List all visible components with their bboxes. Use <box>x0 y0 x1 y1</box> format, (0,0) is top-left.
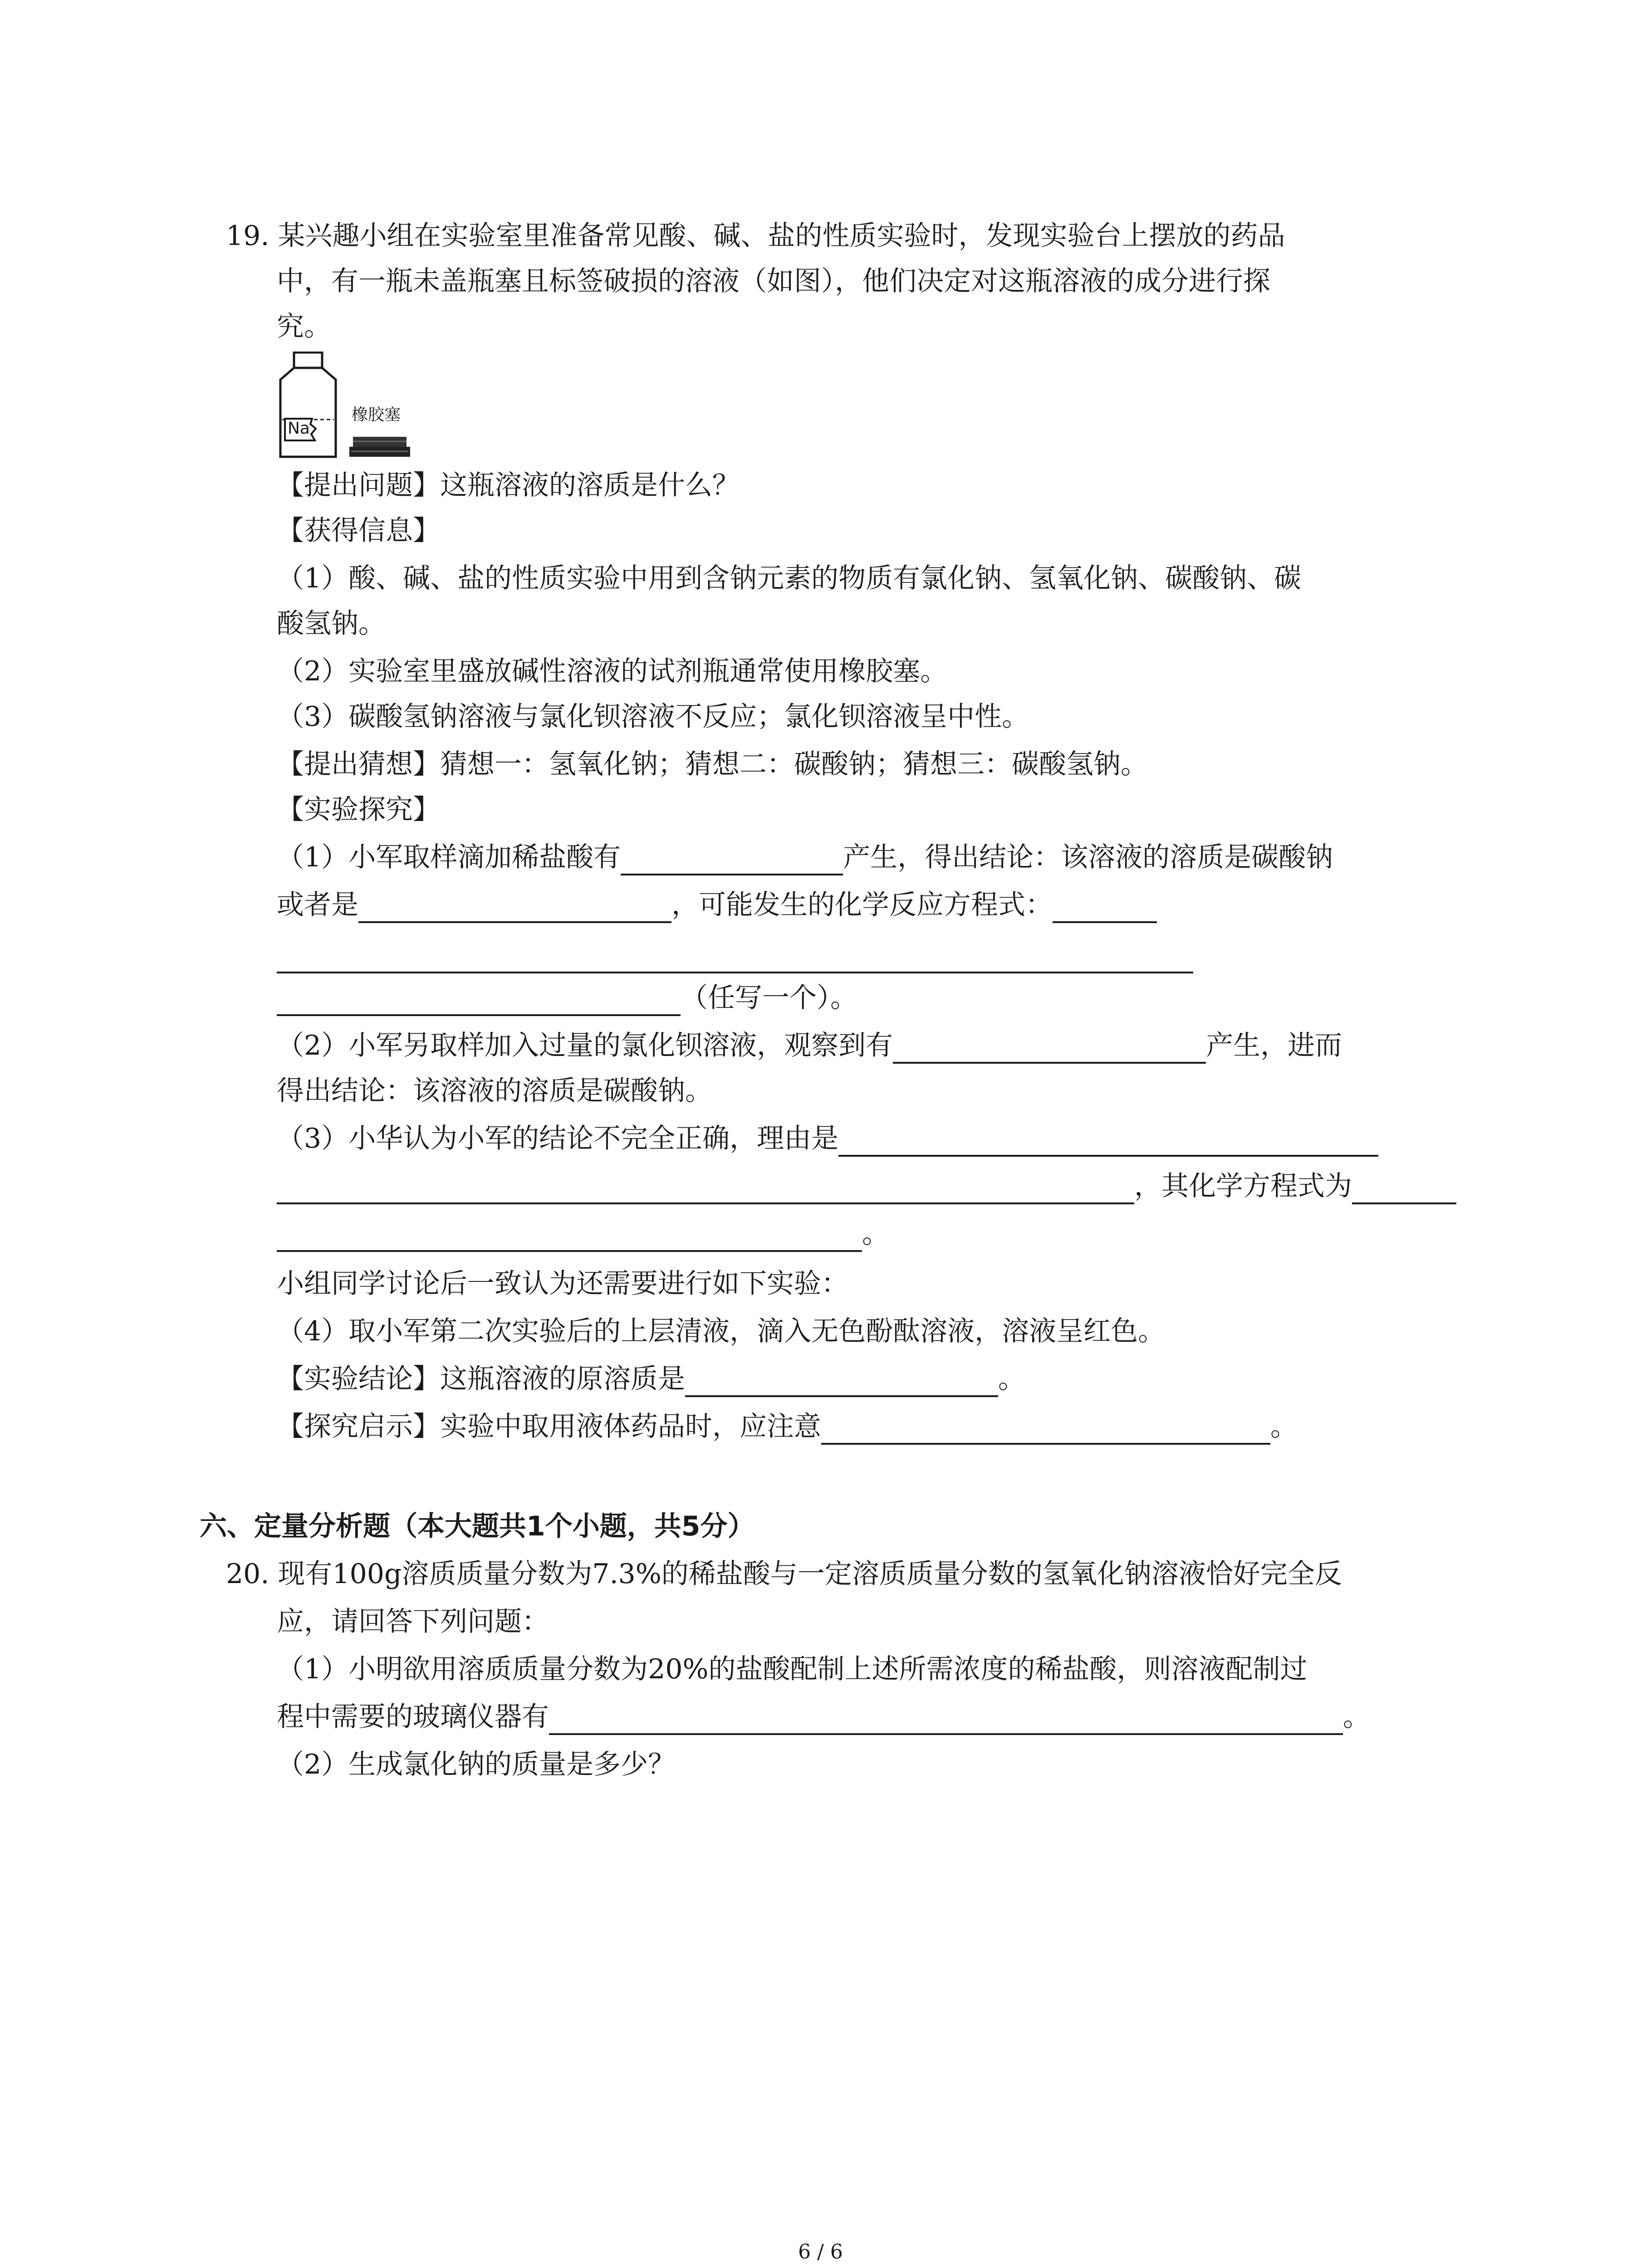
q19-exp1-text-b: 产生，得出结论：该溶液的溶质是碳酸钠 <box>843 841 1333 873</box>
q20-sub2: （2）生成氯化钠的质量是多少？ <box>277 1749 676 1780</box>
answer-blank-equation-end[interactable] <box>277 985 681 1016</box>
q19-line1: 19. 某兴趣小组在实验室里准备常见酸、碱、盐的性质实验时，发现实验台上摆放的药品 <box>226 220 1285 252</box>
rubber-stopper-label: 橡胶塞 <box>352 406 401 424</box>
q19-exp3-line1 <box>277 1120 1378 1157</box>
answer-blank-original-solute[interactable] <box>685 1366 998 1397</box>
q20-sub1-line1: （1）小明欲用溶质质量分数为20%的盐酸配制上述所需浓度的稀盐酸，则溶液配制过 <box>277 1653 1308 1685</box>
q19-conclusion <box>277 1361 1025 1397</box>
q19-exp1-line4 <box>277 980 857 1016</box>
bottle-label-text: Na <box>288 419 310 438</box>
answer-blank-equation-line[interactable] <box>277 972 1193 973</box>
q20-line2: 应，请回答下列问题： <box>277 1606 549 1637</box>
answer-blank-gas[interactable] <box>621 845 843 875</box>
answer-blank-glassware[interactable] <box>549 1704 1343 1735</box>
q19-line2: 中，有一瓶未盖瓶塞且标签破损的溶液（如图），他们决定对这瓶溶液的成分进行探 <box>277 265 1270 297</box>
answer-blank-precaution[interactable] <box>821 1414 1270 1445</box>
answer-blank-equation2-end[interactable] <box>277 1221 862 1252</box>
q19-exp1-text-d: ，可能发生的化学反应方程式： <box>671 889 1053 921</box>
q19-exp3-period: 。 <box>862 1218 889 1250</box>
q19-insight <box>277 1408 1298 1445</box>
section-6-heading: 六、定量分析题（本大题共1个小题，共5分） <box>200 1510 755 1542</box>
q19-info2: （2）实验室里盛放碱性溶液的试剂瓶通常使用橡胶塞。 <box>277 655 948 687</box>
q19-exp4: （4）取小军第二次实验后的上层清液，滴入无色酚酞溶液，溶液呈红色。 <box>277 1315 1166 1347</box>
q19-exp3-text-b: ，其化学方程式为 <box>1134 1170 1352 1202</box>
q19-exp2-line1 <box>277 1027 1342 1064</box>
q19-exp3-line3 <box>277 1216 889 1252</box>
q19-exp2-line2: 得出结论：该溶液的溶质是碳酸钠。 <box>277 1075 712 1107</box>
answer-blank-reason[interactable] <box>838 1126 1378 1157</box>
q19-discuss: 小组同学讨论后一致认为还需要进行如下实验： <box>277 1268 848 1300</box>
answer-blank-precipitate[interactable] <box>893 1033 1206 1064</box>
answer-blank-equation-start[interactable] <box>1053 892 1157 923</box>
q19-info1-line2: 酸氢钠。 <box>277 608 386 640</box>
q19-conclusion-text: 【实验结论】这瓶溶液的原溶质是 <box>277 1363 685 1395</box>
q19-insight-text: 【探究启示】实验中取用液体药品时，应注意 <box>277 1411 821 1442</box>
q19-insight-period: 。 <box>1270 1411 1298 1442</box>
q19-exp-heading: 【实验探究】 <box>277 794 440 826</box>
q19-exp1-text-c: 或者是 <box>277 889 358 921</box>
q20-sub1-text: 程中需要的玻璃仪器有 <box>277 1701 549 1733</box>
q19-guess: 【提出猜想】猜想一：氢氧化钠；猜想二：碳酸钠；猜想三：碳酸氢钠。 <box>277 748 1148 780</box>
q19-info1-line1: （1）酸、碱、盐的性质实验中用到含钠元素的物质有氯化钠、氢氧化钠、碳酸钠、碳 <box>277 562 1302 594</box>
q19-info-heading: 【获得信息】 <box>277 515 440 547</box>
q19-problem: 【提出问题】这瓶溶液的溶质是什么？ <box>277 469 740 501</box>
q19-info3: （3）碳酸氢钠溶液与氯化钡溶液不反应；氯化钡溶液呈中性。 <box>277 701 1029 733</box>
reagent-bottle-figure <box>277 352 422 465</box>
q19-exp2-text-b: 产生，进而 <box>1206 1030 1342 1061</box>
answer-blank-reason-cont[interactable] <box>277 1173 1134 1204</box>
q19-exp1-note: （任写一个）。 <box>681 982 857 1014</box>
q19-exp3-line2 <box>277 1168 1456 1204</box>
q19-conclusion-period: 。 <box>998 1363 1025 1395</box>
q20-sub1-line2 <box>277 1699 1370 1735</box>
page-number: 6 / 6 <box>798 2240 843 2263</box>
q19-exp2-text-a: （2）小军另取样加入过量的氯化钡溶液，观察到有 <box>277 1030 893 1061</box>
q19-exp1-line2 <box>277 887 1157 923</box>
q20-line1: 20. 现有100g溶质质量分数为7.3%的稀盐酸与一定溶质质量分数的氢氧化钠溶液恰好完全反 <box>226 1558 1342 1590</box>
answer-blank-solute[interactable] <box>358 892 671 923</box>
q19-exp3-text-a: （3）小华认为小军的结论不完全正确，理由是 <box>277 1123 839 1154</box>
answer-blank-equation2-start[interactable] <box>1352 1173 1456 1204</box>
q20-sub1-period: 。 <box>1343 1701 1370 1733</box>
q19-exp1-line1 <box>277 839 1333 875</box>
q19-exp1-text-a: （1）小军取样滴加稀盐酸有 <box>277 841 621 873</box>
q19-line3: 究。 <box>277 311 331 342</box>
